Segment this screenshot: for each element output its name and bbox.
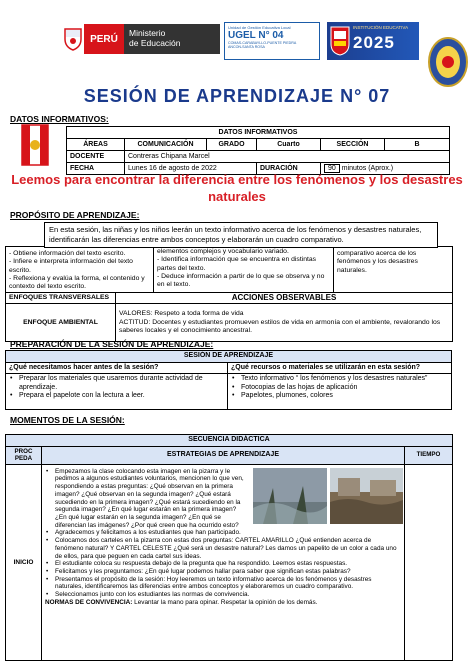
duracion-label: DURACIÓN [257,163,321,175]
capacidad-item: - Infiere e interpreta información del texto escrito. [9,258,150,275]
estrategias-header: ESTRATEGIAS DE APRENDIZAJE [42,446,405,464]
fecha-value: Lunes 16 de agosto de 2022 [125,163,257,175]
q1-answers [6,374,228,410]
peru-label: PERÚ [84,24,124,54]
school-logo: INSTITUCIÓN EDUCATIVA 2025 [327,22,419,60]
strategy-item: • El estudiante coloca su respuesta debajo de la pregunta que ha respondido. Leemos estas respuestas. [45,560,401,568]
preparacion-table [5,350,452,410]
desempenos-cell: elementos complejos y vocabulario variado. - Identifica información que se encuentra en distintas partes del texto. - Deduce información a partir de lo que se observa y no en el texto. [154,247,334,293]
proc-header: PROC PEDA [6,446,42,464]
phase-inicio: INICIO [6,464,42,660]
ministry-name: Ministerio de Educación [124,24,220,54]
normas-text: Levantar la mano para opinar. Respetar la opinión de los demás. [134,598,318,606]
capacidades-cell [6,247,154,293]
enfoques-table [5,292,453,342]
session-title: Leemos para encontrar la diferencia entre los fenómenos y los desastres naturales [11,172,463,204]
prep-item: • Preparar los materiales que usaremos durante actividad de aprendizaje. [9,375,224,392]
enfoque-ambiental: ENFOQUE AMBIENTAL [6,304,116,342]
duracion-unit: minutos (Aprox.) [341,165,394,172]
resource-item: • Texto informativo “ los fenómenos y los desastres naturales” [231,375,448,384]
momentos-label: MOMENTOS DE LA SESIÓN: [10,415,125,425]
resource-item: • Papelotes, plumones, colores [231,392,448,401]
proposito-text-1: En esta sesión, las niñas y los niños leerán un texto informativo acerca de los fenómenos y desastres naturales, [49,225,422,234]
q2-header: ¿Qué recursos o materiales se utilizarán en esta sesión? [228,362,452,374]
grado-label: GRADO [207,139,257,151]
peru-shield-icon [62,24,84,54]
proposito-text-2: identificarán las diferencias entre ambos conceptos y elaborarán un cuadro comparativo. [49,235,344,244]
preparacion-header: SESIÓN DE APRENDIZAJE [6,351,452,363]
info-header: DATOS INFORMATIVOS [67,127,450,139]
prep-item: • Prepara el papelote con la lectura a leer. [9,392,224,401]
strategy-item: • Colocamos dos carteles en la pizarra con estas dos preguntas: CARTEL AMARILLO ¿Qué entienden acerca de fenómeno natural? Y CARTEL CELESTE ¿Qué será un desastre natural? Les damos un papelito de un color a cada uno de ellos, para que peguen en cada cartel sus ideas. [45,537,401,560]
proposito-label: PROPÓSITO DE APRENDIZAJE: [10,210,140,220]
school-emblem-icon [424,36,468,88]
info-table [66,126,450,175]
enfoques-header: ENFOQUES TRANSVERSALES [6,293,116,304]
areas-label: ÁREAS [67,139,125,151]
strategy-item: • Seleccionamos junto con los estudiantes las normas de convivencia. [45,591,401,599]
page-title: SESIÓN DE APRENDIZAJE N° 07 [83,86,391,106]
ugel-logo: Unidad de Gestión Educativa Local UGEL N° 04 COMAS-CARABAYLLO-PUENTE PIEDRA ANCON-SANTA ROSA [224,22,320,60]
secuencia-table [5,434,453,661]
normas-line [45,599,401,607]
q2-answers [228,374,452,410]
evidencia-cell: comparativo acerca de los fenómenos y los desastres naturales. [334,247,453,293]
actitud-text: ACTITUD: Docentes y estudiantes promueven estilos de vida en armonía con el ambiente, revalorando los saberes locales y el conocimiento ancestral. [119,318,441,334]
strategy-item: • Felicitamos y les preguntamos: ¿En qué lugar podemos hallar para saber que significan estas palabras? [45,568,401,576]
competencias-table [5,246,453,293]
flag-badge-icon [10,123,60,167]
normas-label: NORMAS DE CONVIVENCIA: [45,598,133,606]
valores-text: VALORES: Respeto a toda forma de vida [119,310,244,318]
resource-item: • Fotocopias de las hojas de aplicación [231,384,448,393]
strategy-item: • Presentamos el propósito de la sesión: Hoy leeremos un texto informativo acerca de los fenómenos y desastres naturales, identificaremos las diferencias entre ambos conceptos y elaboraremos un cuadro comparativo. [45,576,401,591]
acciones-cell [116,304,453,342]
tiempo-cell [405,464,453,660]
area-value: COMUNICACIÓN [125,139,207,151]
seccion-label: SECCIÓN [321,139,385,151]
strategy-item: • Agradecemos y felicitamos a los estudiantes que han participado. [45,529,401,537]
grado-value: Cuarto [257,139,321,151]
docente-value: Contreras Chipana Marcel [125,151,450,163]
school-crest-icon [330,26,350,56]
proposito-box [44,222,438,248]
estrategias-cell [42,464,405,660]
acciones-header: ACCIONES OBSERVABLES [116,293,453,304]
q1-header: ¿Qué necesitamos hacer antes de la sesión? [6,362,228,374]
seccion-value: B [385,139,450,151]
strategy-item: • Empezamos la clase colocando esta imagen en la pizarra y le pedimos a algunos estudiantes voluntarios, mencionen lo que ven, respondiendo a estas preguntas: ¿Qué observan en la primera imagen? ¿Qué observan en la segunda imagen? ¿Qué estará sucediendo en la primera imagen? ¿Qué estará sucediendo en la segunda imagen? ¿En qué lugar estarán en la primera imagen? ¿En qué lugar estarán en la segunda imagen? ¿En qué se diferencian las imágenes? ¿Por qué creen que ha ocurrido esto? [45,468,401,530]
ministry-logo [62,24,220,54]
fecha-label: FECHA [67,163,125,175]
capacidad-item: - Obtiene información del texto escrito. [9,250,150,258]
capacidad-item: - Reflexiona y evalúa la forma, el contenido y contexto del texto escrito. [9,275,150,292]
docente-label: DOCENTE [67,151,125,163]
preparacion-label: PREPARACIÓN DE LA SESIÓN DE APRENDIZAJE: [10,339,214,349]
secuencia-header: SECUENCIA DIDÁCTICA [6,435,453,447]
datos-label: DATOS INFORMATIVOS: [10,114,109,124]
tiempo-header: TIEMPO [405,446,453,464]
duracion-number: 90 [324,164,340,173]
